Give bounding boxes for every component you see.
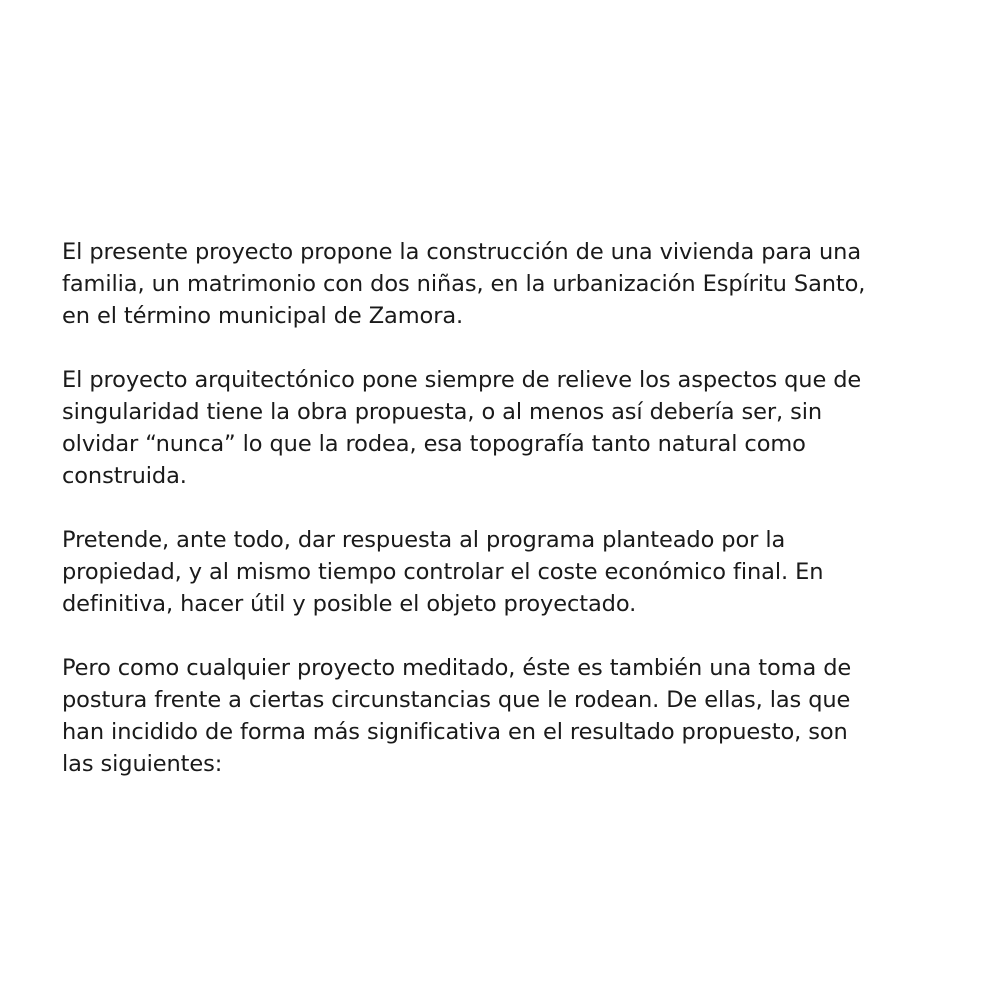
paragraph-1 [62, 236, 962, 332]
text-line: en el término municipal de Zamora. [62, 303, 464, 329]
body-text [62, 236, 962, 812]
text-line: El proyecto arquitectónico pone siempre de relieve los aspectos que de [62, 367, 862, 393]
text-line: Pero como cualquier proyecto meditado, éste es también una toma de [62, 655, 852, 681]
text-line: las siguientes: [62, 751, 223, 777]
text-line: El presente proyecto propone la construcción de una vivienda para una [62, 239, 862, 265]
paragraph-2 [62, 364, 962, 492]
text-line: postura frente a ciertas circunstancias que le rodean. De ellas, las que [62, 687, 851, 713]
paragraph-3 [62, 524, 962, 620]
text-line: definitiva, hacer útil y posible el objeto proyectado. [62, 591, 637, 617]
text-line: singularidad tiene la obra propuesta, o al menos así debería ser, sin [62, 399, 823, 425]
text-line: han incidido de forma más significativa en el resultado propuesto, son [62, 719, 848, 745]
text-line: construida. [62, 463, 187, 489]
text-line: Pretende, ante todo, dar respuesta al programa planteado por la [62, 527, 786, 553]
paragraph-4 [62, 652, 962, 780]
text-line: propiedad, y al mismo tiempo controlar el coste económico final. En [62, 559, 824, 585]
text-line: familia, un matrimonio con dos niñas, en la urbanización Espíritu Santo, [62, 271, 866, 297]
text-line: olvidar “nunca” lo que la rodea, esa topografía tanto natural como [62, 431, 806, 457]
